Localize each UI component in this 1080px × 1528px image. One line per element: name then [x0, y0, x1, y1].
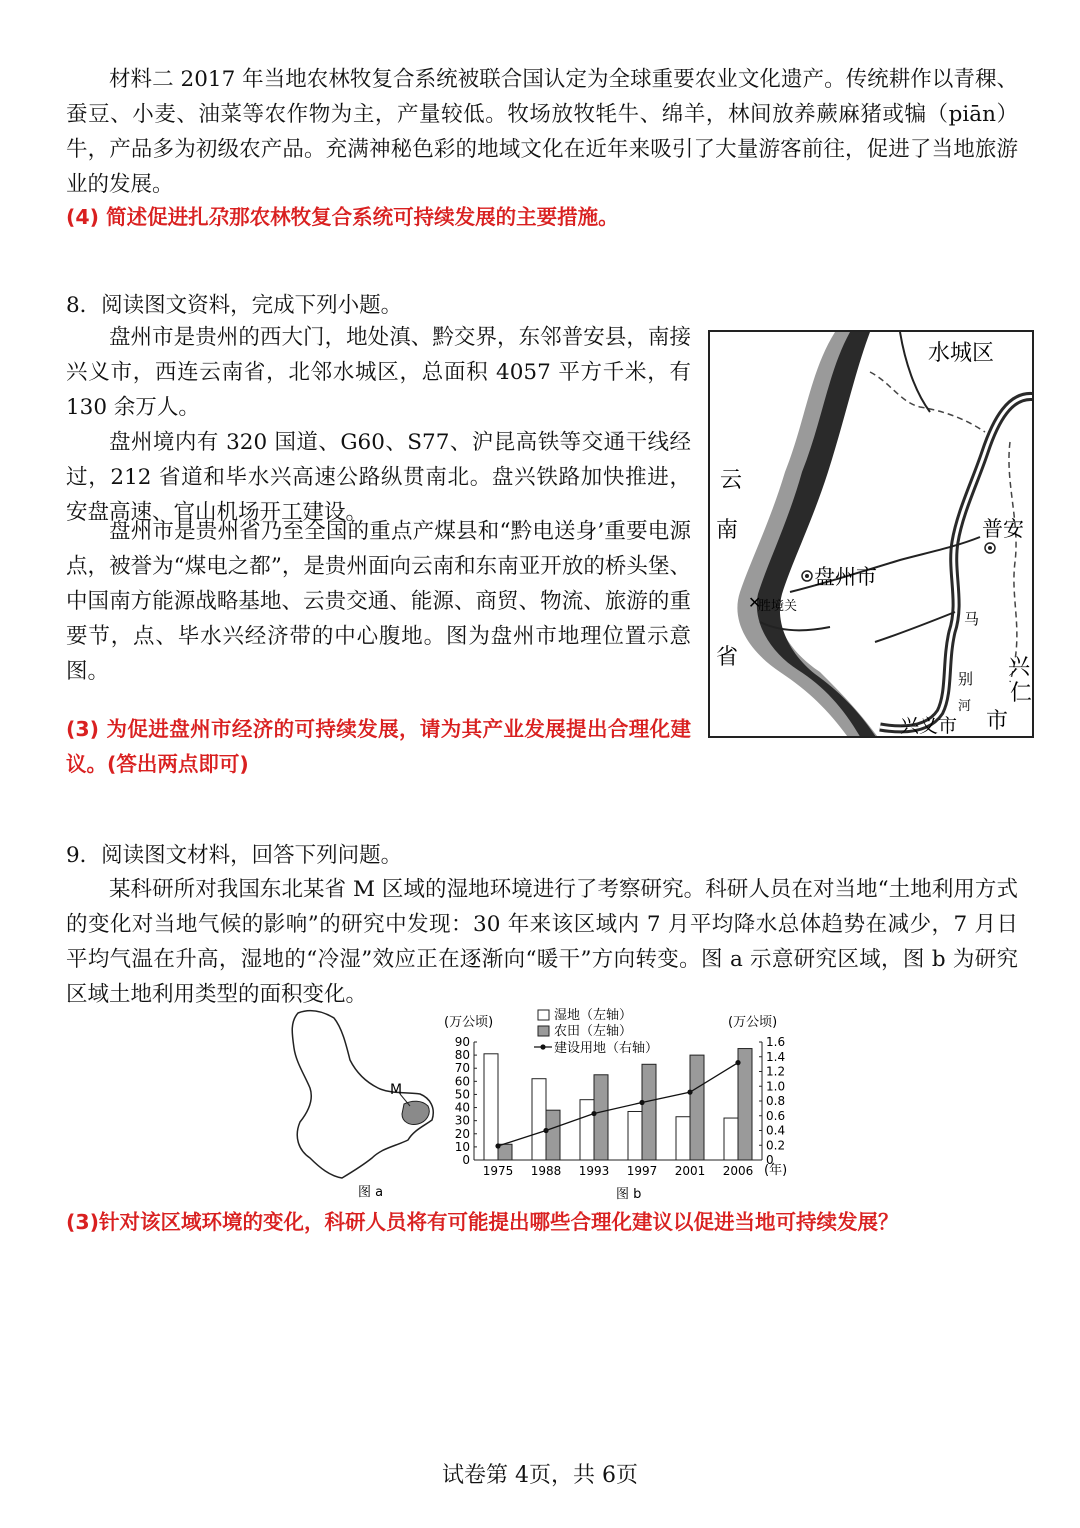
q9-question-3: (3)针对该区域环境的变化，科研人员将有可能提出哪些合理化建议以促进当地可持续发展？ [66, 1210, 899, 1234]
q9-para: 某科研所对我国东北某省 M 区域的湿地环境进行了考察研究。科研人员在对当地“土地利用方式的变化对当地气候的影响”的研究中发现：30 年来该区域内 7 月平均降水总体趋势在减少，7 月日平均气温在升高，湿地的“冷湿”效应正在逐渐向“暖干”方向转变。图 a 示意研究区域，图 b 为研究区域土地利用类型的面积变化。 [66, 877, 1018, 1007]
x-tick-label: 1988 [530, 1164, 562, 1178]
legend-wetland-swatch [538, 1010, 549, 1020]
construction-land-point [639, 1100, 644, 1105]
province-outline [292, 1011, 433, 1178]
q8-para3: 盘州市是贵州省乃至全国的重点产煤县和“黔电送身’重要电源点，被誉为“煤电之都”，是贵州面向云南和东南亚开放的桥头堡、中国南方能源战略基地、云贵交通、能源、商贸、物流、旅游的重要节，点、毕水兴经济带的中心腹地。图为盘州市地理位置示意图。 [66, 519, 691, 684]
legend-farmland-label: 农田（左轴） [554, 1024, 633, 1039]
puan-marker-dot [988, 546, 992, 550]
label-yun: 云 [720, 468, 743, 493]
construction-land-point [687, 1090, 692, 1095]
x-tick-label: 1975 [482, 1164, 514, 1178]
question-4: (4) 简述促进扎尕那农林牧复合系统可持续发展的主要措施。 [66, 205, 619, 229]
right-tick-label: 0.2 [766, 1138, 786, 1153]
dashed-boundary-north [870, 372, 985, 432]
left-tick-label: 90 [454, 1035, 470, 1049]
material2-text: 材料二 2017 年当地农林牧复合系统被联合国认定为全球重要农业文化遗产。传统耕作以青稞、蚕豆、小麦、油菜等农作物为主，产量较低。牧场放牧牦牛、绵羊，林间放养蕨麻猪或犏（piān）牛，产品多为初级农产品。充满神秘色彩的地域文化在近年来吸引了大量游客前往，促进了当地旅游业的发展。 [66, 67, 1018, 197]
left-axis-unit: (万公顷) [444, 1015, 494, 1030]
left-tick-label: 30 [454, 1113, 470, 1128]
wetland-bar [484, 1054, 498, 1160]
left-tick-label: 50 [454, 1087, 470, 1102]
figure-a-map [286, 1008, 444, 1198]
label-shengjingguan: 胜境关 [758, 599, 798, 614]
x-tick-label: 1997 [626, 1164, 658, 1178]
fig-b-caption: 图 b [616, 1187, 642, 1202]
left-tick-label: 60 [454, 1074, 470, 1089]
farmland-bar [594, 1075, 608, 1160]
right-tick-label: 0 [766, 1153, 774, 1167]
page-footer: 试卷第 4页，共 6页 [442, 1463, 638, 1488]
right-tick-label: 1.4 [766, 1049, 786, 1064]
label-he: 河 [958, 699, 972, 714]
pass-marker-icon: ✕ [748, 593, 762, 612]
dashed-boundary-east [1009, 442, 1017, 682]
label-xingyishi: 兴义市 [900, 715, 958, 737]
figure-b-chart [440, 1006, 802, 1202]
fig-a-caption: 图 a [358, 1185, 384, 1198]
panzhou-location-map [708, 330, 1034, 738]
wetland-bar [676, 1117, 690, 1160]
label-ren: 仁 [1010, 681, 1033, 706]
x-tick-label: 2006 [722, 1164, 754, 1178]
legend-construction-label: 建设用地（右轴） [554, 1041, 659, 1056]
right-tick-label: 1.0 [766, 1079, 786, 1094]
x-tick-label: 1993 [578, 1164, 610, 1178]
label-sheng: 省 [716, 645, 739, 670]
legend-farmland-swatch [538, 1026, 549, 1036]
label-panzhou: 盘州市 [814, 565, 877, 589]
q8-question-3: (3) 为促进盘州市经济的可持续发展，请为其产业发展提出合理化建议。(答出两点即可) [66, 717, 691, 776]
q8-para2: 盘州境内有 320 国道、G60、S77、沪昆高铁等交通干线经过，212 省道和毕水兴高速公路纵贯南北。盘兴铁路加快推进，安盘高速、官山机场开工建设。 [66, 430, 691, 525]
label-shuicheng: 水城区 [928, 341, 995, 366]
legend-wetland-label: 湿地（左轴） [554, 1008, 633, 1023]
q8-heading: 8．阅读图文资料，完成下列小题。 [66, 293, 403, 318]
x-tick-label: 2001 [674, 1164, 706, 1178]
label-m: M [390, 1082, 403, 1098]
right-axis-unit: (万公顷) [728, 1015, 778, 1030]
x-axis-unit: (年) [764, 1163, 788, 1178]
left-tick-label: 20 [454, 1126, 470, 1141]
wetland-bar [724, 1118, 738, 1160]
farmland-bar [546, 1110, 560, 1160]
construction-land-point [543, 1128, 548, 1133]
farmland-bar [642, 1064, 656, 1160]
wetland-bar [580, 1100, 594, 1160]
panzhou-map-svg [710, 332, 1034, 738]
label-ma: 马 [964, 610, 980, 628]
label-bie: 别 [958, 670, 974, 688]
farmland-bar [738, 1049, 752, 1160]
left-tick-label: 70 [454, 1061, 470, 1076]
label-xing: 兴 [1008, 655, 1031, 680]
panzhou-marker-dot [805, 574, 809, 578]
right-tick-label: 0.4 [766, 1123, 786, 1138]
wetland-bar [628, 1111, 642, 1160]
construction-land-point [591, 1111, 596, 1116]
label-puan: 普安 [982, 517, 1024, 541]
right-tick-label: 0.6 [766, 1108, 786, 1123]
wetland-bar [532, 1079, 546, 1160]
construction-land-point [495, 1143, 500, 1148]
farmland-bar [690, 1055, 704, 1160]
right-tick-label: 1.6 [766, 1035, 786, 1049]
right-tick-label: 1.2 [766, 1064, 786, 1079]
left-tick-label: 0 [462, 1153, 470, 1167]
construction-land-point [735, 1060, 740, 1065]
legend-construction-dot [540, 1044, 545, 1049]
label-shi: 市 [986, 709, 1009, 734]
left-tick-label: 40 [454, 1100, 470, 1115]
left-tick-label: 80 [454, 1048, 470, 1063]
river-south [875, 612, 955, 642]
q8-para1: 盘州市是贵州的西大门，地处滇、黔交界，东邻普安县，南接兴义市，西连云南省，北邻水城区，总面积 4057 平方千米，有 130 余万人。 [66, 325, 691, 420]
q9-heading: 9．阅读图文材料，回答下列问题。 [66, 843, 403, 868]
right-tick-label: 0.8 [766, 1094, 786, 1108]
left-tick-label: 10 [454, 1139, 470, 1154]
label-nan: 南 [716, 518, 739, 543]
